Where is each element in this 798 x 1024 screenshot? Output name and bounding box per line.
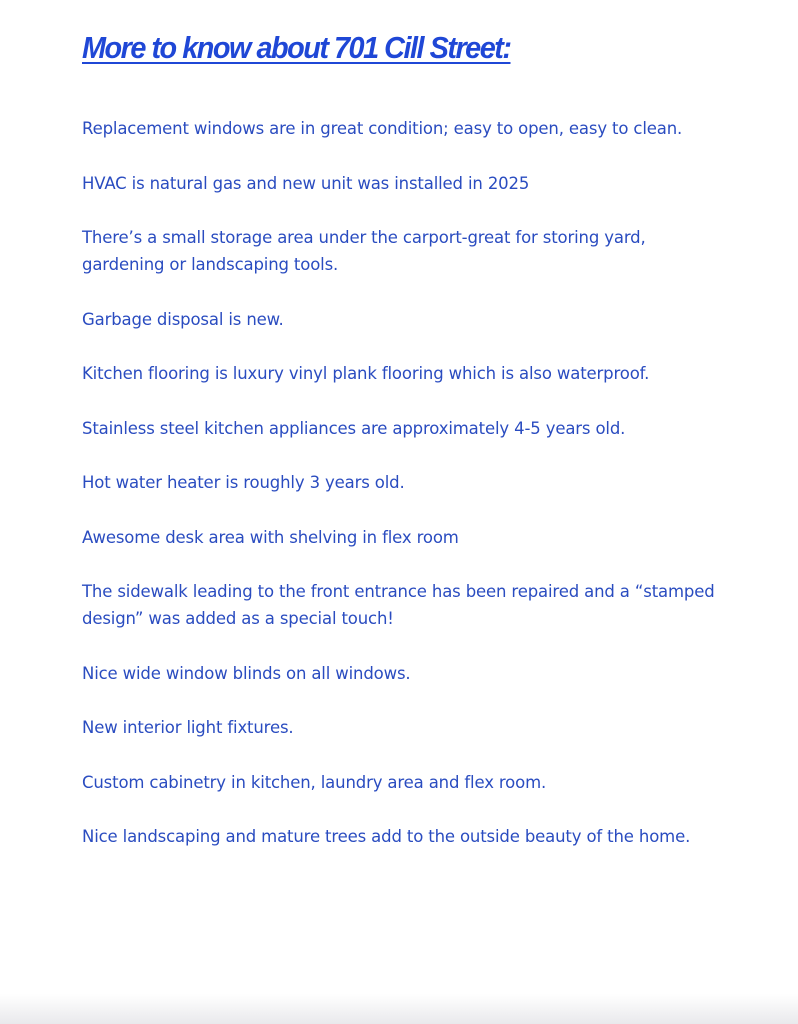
fact-item: Awesome desk area with shelving in flex room xyxy=(82,527,459,547)
fact-item: There’s a small storage area under the carport-great for storing yard, gardening or landscaping tools. xyxy=(82,228,646,274)
fact-item: Nice wide window blinds on all windows. xyxy=(82,663,411,683)
fact-item: Garbage disposal is new. xyxy=(82,309,284,329)
fact-item: New interior light fixtures. xyxy=(82,718,294,737)
page-heading: More to know about 701 Cill Street: xyxy=(82,30,511,65)
fact-item: Hot water heater is roughly 3 years old. xyxy=(82,473,405,492)
property-facts-list xyxy=(82,115,722,878)
fact-item: Custom cabinetry in kitchen, laundry area and flex room. xyxy=(82,772,547,792)
fact-item: Nice landscaping and mature trees add to the outside beauty of the home. xyxy=(82,827,691,846)
fact-item: Replacement windows are in great condition; easy to open, easy to clean. xyxy=(82,119,683,138)
fact-item: Kitchen flooring is luxury vinyl plank flooring which is also waterproof. xyxy=(82,364,650,383)
fact-item: Stainless steel kitchen appliances are approximately 4-5 years old. xyxy=(82,418,626,438)
fact-item: HVAC is natural gas and new unit was installed in 2025 xyxy=(82,173,530,193)
page-bottom-shadow xyxy=(0,994,798,1024)
fact-item: The sidewalk leading to the front entrance has been repaired and a “stamped design” was added as a special touch! xyxy=(82,582,715,628)
